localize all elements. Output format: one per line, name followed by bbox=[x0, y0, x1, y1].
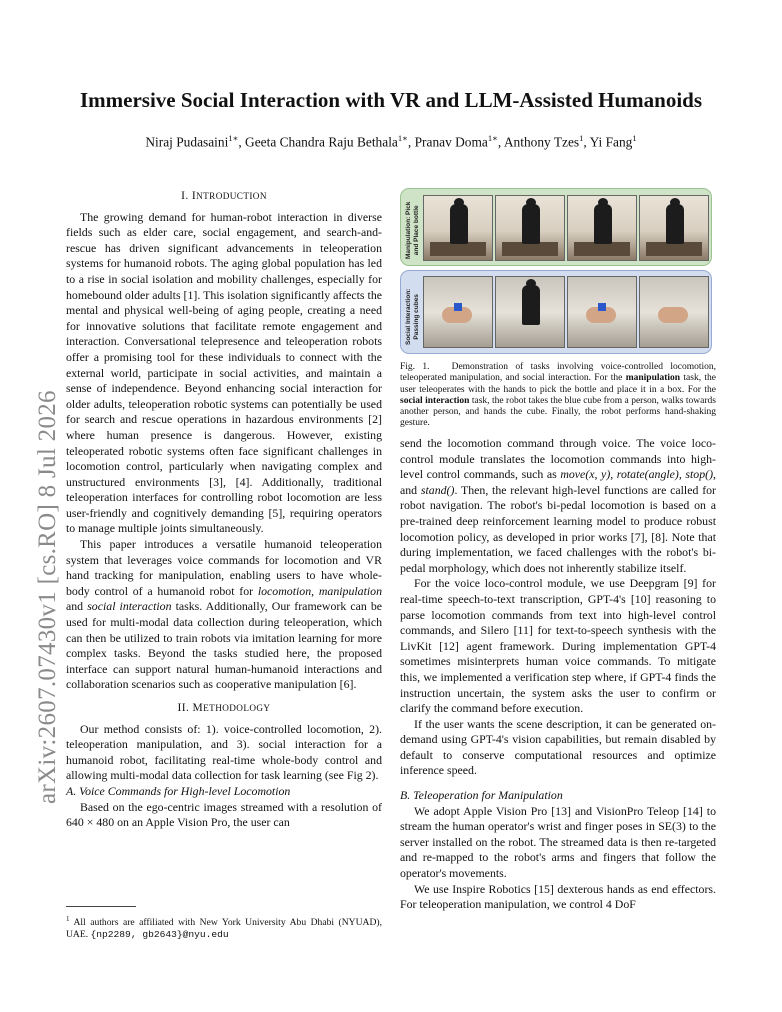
author-emails: {np2289, gb2643}@nyu.edu bbox=[90, 929, 229, 941]
author-affiliation: 1 bbox=[579, 133, 584, 143]
method-paragraph-1: Our method consists of: 1). voice-controlled locomotion, 2). teleoperation manipulation, and 3). social interaction for a humanoid robot, facilitating real-time whole-body control and allowing multi-modal data collection for task learning (see Fig 2). bbox=[66, 721, 382, 783]
section-heading-introduction: I. INTRODUCTION bbox=[181, 190, 267, 202]
author-name: Yi Fang bbox=[589, 134, 633, 150]
figure-1 bbox=[400, 186, 716, 356]
social-interaction-panel-label: Social Interaction: Passing cubes bbox=[405, 288, 420, 345]
social-photo-4 bbox=[639, 276, 709, 348]
right-column bbox=[400, 436, 716, 913]
author-name: Niraj Pudasaini bbox=[145, 134, 229, 150]
arxiv-stamp-text: arXiv:2607.07430v1 [cs.RO] 8 Jul 2026 bbox=[34, 390, 61, 804]
manipulation-photo-2 bbox=[495, 195, 565, 261]
paper-title: Immersive Social Interaction with VR and LLM-Assisted Humanoids bbox=[79, 88, 703, 112]
subsection-heading-b: B. Teleoperation for Manipulation bbox=[400, 788, 563, 803]
author-name: Pranav Doma bbox=[414, 134, 488, 150]
subsection-a-paragraph-1: Based on the ego-centric images streamed with a resolution of 640 × 480 on an Apple Vision Pro, the user can bbox=[66, 799, 382, 830]
right-paragraph-2: For the voice loco-control module, we use Deepgram [9] for real-time speech-to-text transcription, GPT-4's [10] reasoning to parse locomotion commands from text into high-level control commands, and Silero [11] for text-to-speech synthesis with the LivKit [12] agent framework. During implementation GPT-4 sometimes misinterprets human voice commands. To mitigate this, we implemented a verification step where, if GPT-4 finds the instruction uncertain, the system asks the user to confirm or clarify the command before execution. bbox=[400, 576, 716, 716]
manipulation-panel bbox=[400, 188, 712, 266]
subsection-b-paragraph-1: We adopt Apple Vision Pro [13] and VisionPro Teleop [14] to stream the human operator's wrist and finger poses in SE(3) to the server installed on the robot. The streamed data is then re-targeted and re-mapped to the robot's arms and fingers that follow the operator's movements. bbox=[400, 803, 716, 881]
footnote: $^1$ All authors are affiliated with New York University Abu Dhabi (NYUAD), UAE. {np2289, gb2643}@nyu.edu bbox=[66, 915, 382, 941]
author-affiliation: 1∗ bbox=[487, 133, 498, 143]
footnote-rule bbox=[66, 906, 136, 907]
author-affiliation: 1∗ bbox=[397, 133, 408, 143]
manipulation-panel-label: Manipulation: Pick and Place bottle bbox=[405, 201, 420, 259]
intro-paragraph-1: The growing demand for human-robot interaction in diverse fields such as elder care, social engagement, and search-and-rescue has driven significant advancements in teleoperation systems for humanoid robots. The aging global population has led to a rise in social isolation and mobility challenges, especially for homebound older adults [1]. This isolation significantly affects the mental and physical well-being of aging people, creating a need for innovative solutions that facilitate remote engagement and interaction. Conversational telepresence and teleoperation robots offer a promising tool for these individuals to connect with the external world, participate in social activities, and maintain a sense of independence. Beyond enhancing social interaction for older adults, teleoperation robotic systems can potentially be used for search and rescue operations in hazardous environments [2] where human presence is dangerous. However, existing teleoperated robotic systems often face significant challenges in locomotion control, particularly when navigating complex and unstructured environments [3], [4]. Additionally, traditional teleoperation interfaces for controlling robot locomotion are less user-friendly and cognitively demanding [5], requiring operators to manage multiple joints simultaneously. bbox=[66, 209, 382, 536]
right-paragraph-3: If the user wants the scene description, it can be generated on-demand using GPT-4's vision capabilities, but remain disabled by default to conserve computational resources and optimize inference speed. bbox=[400, 716, 716, 778]
figure-1-caption: Fig. 1. Demonstration of tasks involving voice-controlled locomotion, teleoperated manipulation, and social interaction. For the manipulation task, the user teleoperates with the hands to pick the bottle and place it in a box. For the social interaction task, the robot takes the blue cube from a person, walks towards another person, and hands the cube. Finally, the robot performs hand-shaking gesture. bbox=[400, 362, 716, 429]
left-column bbox=[66, 189, 382, 831]
manipulation-photo-1 bbox=[423, 195, 493, 261]
manipulation-photo-4 bbox=[639, 195, 709, 261]
author-affiliation: 1∗ bbox=[228, 133, 239, 143]
subsection-heading-a: A. Voice Commands for High-level Locomotion bbox=[66, 783, 291, 798]
author-name: Anthony Tzes bbox=[503, 134, 580, 150]
author-name: Geeta Chandra Raju Bethala bbox=[245, 134, 398, 150]
social-photo-3 bbox=[567, 276, 637, 348]
author-affiliation: 1 bbox=[632, 133, 637, 143]
social-photo-1 bbox=[423, 276, 493, 348]
intro-paragraph-2: This paper introduces a versatile humanoid teleoperation system that leverages voice commands for locomotion and VR hand tracking for manipulation, enabling users to have whole-body control of a humanoid robot for locomotion, manipulation and social interaction tasks. Additionally, Our framework can be used for multi-modal data collection during teleoperation, which can then be utilized to train robots via imitation learning for more complex tasks. Beyond the tasks studied here, the proposed interface can support natural human-humanoid interactions and collaboration scenarios such as cooperative manipulation [6]. bbox=[66, 537, 383, 692]
subsection-b-paragraph-2: We use Inspire Robotics [15] dexterous hands as end effectors. For teleoperation manipulation, we control 4 DoF bbox=[400, 881, 716, 912]
manipulation-photo-3 bbox=[567, 195, 637, 261]
arxiv-stamp bbox=[14, 376, 61, 804]
author-list: Niraj Pudasaini$^{1∗}$, Geeta Chandra Raju Bethala$^{1∗}$, Pranav Doma$^{1∗}$, Anthony Tzes$^1$, Yi Fang$^1$ bbox=[145, 133, 637, 150]
section-heading-methodology: II. METHODOLOGY bbox=[177, 702, 271, 714]
social-interaction-panel bbox=[400, 270, 712, 354]
right-paragraph-1: send the locomotion command through voice. The voice loco-control module translates the locomotion commands into high-level control commands, such as move(x, y), rotate(angle), stop(), and stand(). Then, the relevant high-level functions are called for robot navigation. The robot's bi-pedal locomotion is based on a pre-trained deep reinforcement learning model to produce robust locomotion policy, as developed in prior works [7], [8]. Note that during implementation, we faced challenges with the robot's bi-pedal morphology, which does not inherently stabilize itself. bbox=[400, 436, 716, 575]
social-photo-2 bbox=[495, 276, 565, 348]
